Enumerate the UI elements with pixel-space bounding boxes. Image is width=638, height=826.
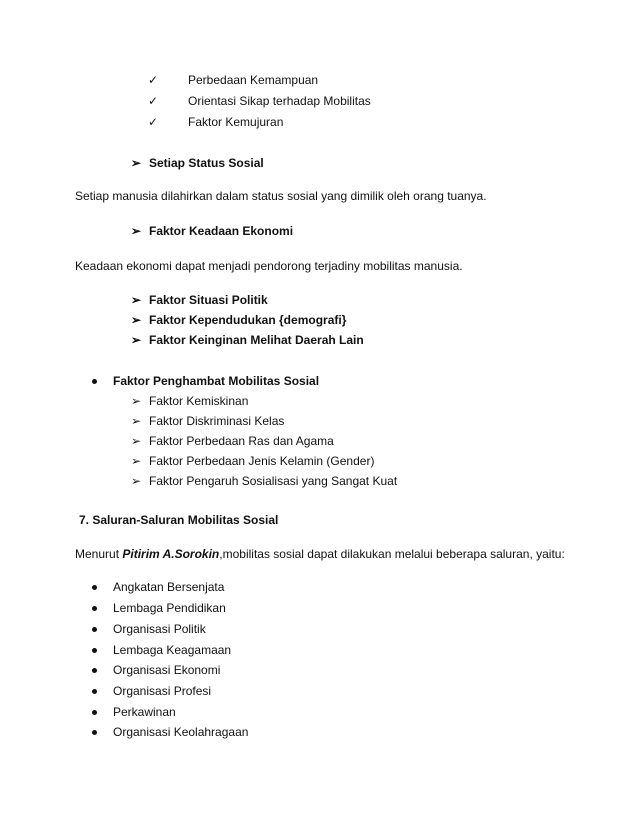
bullet-icon — [92, 627, 97, 632]
paragraph: Keadaan ekonomi dapat menjadi pendorong terjadiny mobilitas manusia. — [75, 259, 463, 273]
bullet-icon — [92, 379, 97, 384]
arrow-bullet-icon: ➢ — [131, 333, 142, 347]
bullet-icon — [92, 710, 97, 715]
checkmark-icon: ✓ — [148, 115, 159, 129]
arrow-bullet-icon: ➢ — [131, 293, 142, 307]
bullet-icon — [92, 648, 97, 653]
arrow-bullet-icon: ➢ — [131, 156, 142, 170]
checkmark-icon: ✓ — [148, 94, 159, 108]
section-title: 7. Saluran-Saluran Mobilitas Sosial — [79, 513, 279, 527]
bullet-icon — [92, 730, 97, 735]
arrow-bullet-icon: ➢ — [131, 394, 142, 408]
arrow-bullet-icon: ➢ — [131, 474, 142, 488]
bullet-icon — [92, 668, 97, 673]
paragraph: Setiap manusia dilahirkan dalam status sosial yang dimilik oleh orang tuanya. — [75, 189, 487, 203]
arrow-bullet-icon: ➢ — [131, 224, 142, 238]
intro-paragraph: Menurut Pitirim A.Sorokin,mobilitas sosial dapat dilakukan melalui beberapa saluran, yaitu: — [75, 547, 565, 561]
bullet-icon — [92, 689, 97, 694]
bullet-icon — [92, 606, 97, 611]
author-name: Pitirim A.Sorokin — [122, 547, 220, 561]
arrow-bullet-icon: ➢ — [131, 313, 142, 327]
arrow-bullet-icon: ➢ — [131, 414, 142, 428]
bullet-icon — [92, 585, 97, 590]
checkmark-icon: ✓ — [148, 73, 159, 87]
arrow-bullet-icon: ➢ — [131, 454, 142, 468]
arrow-bullet-icon: ➢ — [131, 434, 142, 448]
